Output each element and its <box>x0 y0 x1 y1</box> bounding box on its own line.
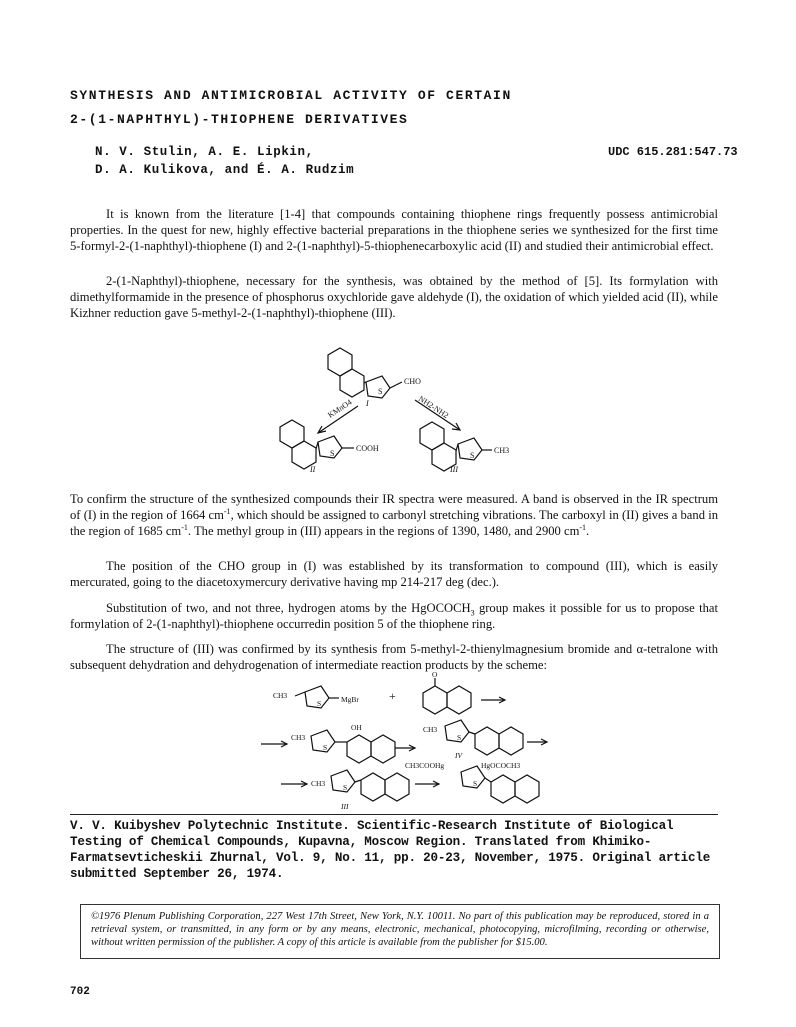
title-line-1: SYNTHESIS AND ANTIMICROBIAL ACTIVITY OF CERTAIN <box>70 88 512 103</box>
ir-text-a: To confirm the structure of the synthesized compounds their IR spectra were measured. A band is observed in the IR spectrum of (I) in the region of 1664 cm <box>70 492 718 522</box>
kmno4-reagent: KMnO4 <box>326 397 354 420</box>
copyright-text: ©1976 Plenum Publishing Corporation, 227 West 17th Street, New York, N.Y. 10011. No part of this publication may be reproduced, stored in a retrieval system, or transmitted, in any form or by any means, electronic, mechanical, photocopying, microfilming, recording or otherwise, without written permission of the publisher. A copy of this article is available from the publisher for $15.00. <box>91 911 709 948</box>
s-label-r3a: S <box>343 783 348 792</box>
paragraph-structure <box>70 641 718 673</box>
ch3-label-r1: CH3 <box>273 691 288 700</box>
title-line-2: 2-(1-NAPHTHYL)-THIOPHENE DERIVATIVES <box>70 112 409 127</box>
paragraph-cho-position <box>70 558 718 590</box>
paragraph-intro-text: It is known from the literature [1-4] that compounds containing thiophene rings frequently possess antimicrobial properties. In the quest for new, highly effective bacterial preparations in the thiophene series we synthesized for the first time 5-formyl-2-(1-naphthyl)-thiophene (I) and 2-(1-naphthyl)-5-thiophenecarboxylic acid (II) and studied their antimicrobial effect. <box>70 207 718 253</box>
hydrazine-reagent: NH2-NH2 <box>416 394 451 421</box>
substitution-sub: 3 <box>470 608 475 618</box>
ir-text-c: . The methyl group in (III) appears in the regions of 1390, 1480, and 2900 cm <box>187 524 580 538</box>
mgbr-label: MgBr <box>341 695 359 704</box>
s-label-r2a: S <box>323 743 328 752</box>
paragraph-intro <box>70 206 718 254</box>
footnote-rule <box>70 814 718 815</box>
structure-text-b: -tetralone with subsequent dehydration and dehydrogenation of intermediate reaction products by the scheme: <box>70 642 718 672</box>
compound-label-III: III <box>450 465 458 474</box>
paragraph-cho-position-text: The position of the CHO group in (I) was established by its transformation to compound (III), which is easily mercurated, going to the diacetoxymercury derivative having mp 214-217 deg (dec.). <box>70 559 718 589</box>
paragraph-ir-spectra: To confirm the structure of the synthesized compounds their IR spectra were measured. A band is observed in the IR spectrum of (I) in the region of 1664 $cm^{-1}$, which should be assigned to carbonyl stretching vibrations. The carboxyl in (II) gives a band in the region of 1685 $cm^{-1}$. The methyl group in (III) appears in the regions of 1390, 1480, and 2900 $cm^{-1}$. <box>70 492 718 538</box>
ch3-label-r3: CH3 <box>311 779 326 788</box>
structure-text-a: The structure of (III) was confirmed by its synthesis from 5-methyl-2-thienylmagnesium bromide and <box>106 642 637 656</box>
ketone-o-label: O <box>432 672 438 679</box>
sulfur-label-right: S <box>470 451 475 460</box>
sulfur-label-top: S <box>378 387 383 396</box>
reaction-scheme-2 <box>255 672 555 812</box>
ch3coohg-label: CH3COOHg <box>405 761 445 770</box>
cho-label: CHO <box>404 377 421 386</box>
authors-line-1: N. V. Stulin, A. E. Lipkin, <box>95 145 314 159</box>
reaction-scheme-1 <box>270 338 530 478</box>
s-label-r2b: S <box>457 733 462 742</box>
ch3-label-r2: CH3 <box>291 733 306 742</box>
affiliation-note: V. V. Kuibyshev Polytechnic Institute. Scientific-Research Institute of Biological Testing of Chemical Compounds, Kupavna, Moscow Region. Translated from Khimiko-Farmatsevticheskii Zhurnal, Vol. 9, No. 11, pp. 20-23, November, 1975. Original article submitted September 26, 1974. <box>70 819 711 881</box>
oh-label: OH <box>351 723 362 732</box>
paragraph-synthesis <box>70 273 718 321</box>
substitution-text-a: Substitution of two, and not three, hydrogen atoms by the HgOCOCH <box>106 601 471 615</box>
copyright-box <box>80 904 720 959</box>
ch3-label: CH3 <box>494 446 510 455</box>
sulfur-label-left: S <box>330 449 335 458</box>
naphthalene-ring-top-a <box>328 348 352 376</box>
authors-line-2: D. A. Kulikova, and É. A. Rudzim <box>95 163 355 177</box>
paragraph-synthesis-text: 2-(1-Naphthyl)-thiophene, necessary for the synthesis, was obtained by the method of [5]. Its formylation with dimethylformamide in the presence of phosphorus oxychloride gave aldehyde (I), the oxidation of which yielded acid (II), while Kizhner reduction gave 5-methyl-2-(1-naphthyl)-thiophene (III). <box>70 274 718 320</box>
compound-label-III-r3: III <box>341 802 349 811</box>
plus-sign: + <box>389 689 396 703</box>
ir-sup-1: -1 <box>223 506 231 516</box>
paragraph-substitution <box>70 600 718 632</box>
ir-sup-2: -1 <box>181 522 188 532</box>
ir-sup-3: -1 <box>579 522 587 532</box>
compound-label-IV: IV <box>455 751 463 760</box>
page-number: 702 <box>70 986 90 998</box>
udc-code: UDC 615.281:547.73 <box>608 145 738 159</box>
s-label-r1: S <box>317 699 322 708</box>
cooh-label: COOH <box>356 444 379 453</box>
ir-text-b: , which should be assigned to carbonyl stretching vibrations. The carboxyl in (II) gives a band in the region of 1685 cm <box>70 508 718 538</box>
structure-alpha: α <box>636 642 644 656</box>
naphthalene-ring-top-b <box>340 369 364 397</box>
ch3-label-r2b: CH3 <box>423 725 438 734</box>
substitution-text-b: group makes it possible for us to propose that formylation of 2-(1-naphthyl)-thiophene occurredin position 5 of the thiophene ring. <box>70 601 718 631</box>
s-label-r3b: S <box>473 779 478 788</box>
compound-label-II: II <box>310 465 316 474</box>
compound-label-I: I <box>366 399 369 408</box>
hgococh3-label: HgOCOCH3 <box>481 761 521 770</box>
